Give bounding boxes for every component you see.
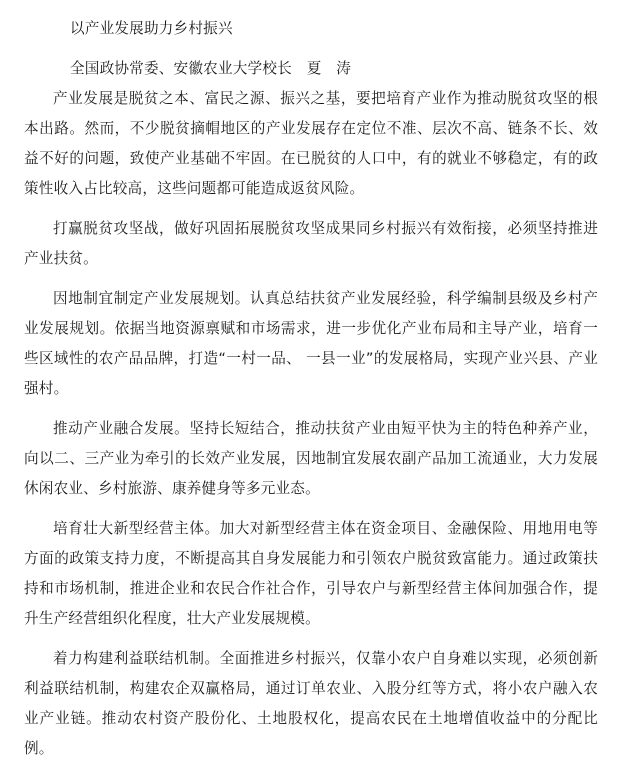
paragraph: 产业发展是脱贫之本、富民之源、振兴之基，要把培育产业作为推动脱贫攻坚的根本出路。然而，不少脱贫摘帽地区的产业发展存在定位不准、层次不高、链条不长、效益不好的问题，致使产业基础不牢固。在已脱贫的人口中，有的就业不够稳定，有的政策性收入占比较高，这些问题都可能造成返贫风险。 <box>24 90 598 197</box>
paragraph: 着力构建利益联结机制。全面推进乡村振兴，仅靠小农户自身难以实现，必须创新利益联结机制，构建农企双赢格局，通过订单农业、入股分红等方式，将小农户融入农业产业链。推动农村资产股份化、土地股权化，提高农民在土地增值收益中的分配比例。 <box>24 650 598 757</box>
document-title: 以产业发展助力乡村振兴 <box>70 20 233 37</box>
paragraph: 推动产业融合发展。坚持长短结合，推动扶贫产业由短平快为主的特色种养产业，向以二、三产业为牵引的长效产业发展，因地制宜发展农副产品加工流通业，大力发展休闲农业、乡村旅游、康养健身等多元业态。 <box>24 420 598 497</box>
paragraph: 因地制宜制定产业发展规划。认真总结扶贫产业发展经验，科学编制县级及乡村产业发展规划。依据当地资源禀赋和市场需求，进一步优化产业布局和主导产业，培育一些区域性的农产品品牌，打造“一村一品、 一县一业”的发展格局，实现产业兴县、产业强村。 <box>24 290 598 397</box>
paragraph: 打赢脱贫攻坚战，做好巩固拓展脱贫攻坚成果同乡村振兴有效衔接，必须坚持推进产业扶贫。 <box>24 220 598 267</box>
paragraph: 培育壮大新型经营主体。加大对新型经营主体在资金项目、金融保险、用地用电等方面的政策支持力度，不断提高其自身发展能力和引领农户脱贫致富能力。通过政策扶持和市场机制，推进企业和农民合作社合作，引导农户与新型经营主体间加强合作，提升生产经营组织化程度，壮大产业发展规模。 <box>24 520 598 627</box>
document-byline: 全国政协常委、安徽农业大学校长 夏 涛 <box>70 60 352 77</box>
document-body <box>24 14 598 764</box>
